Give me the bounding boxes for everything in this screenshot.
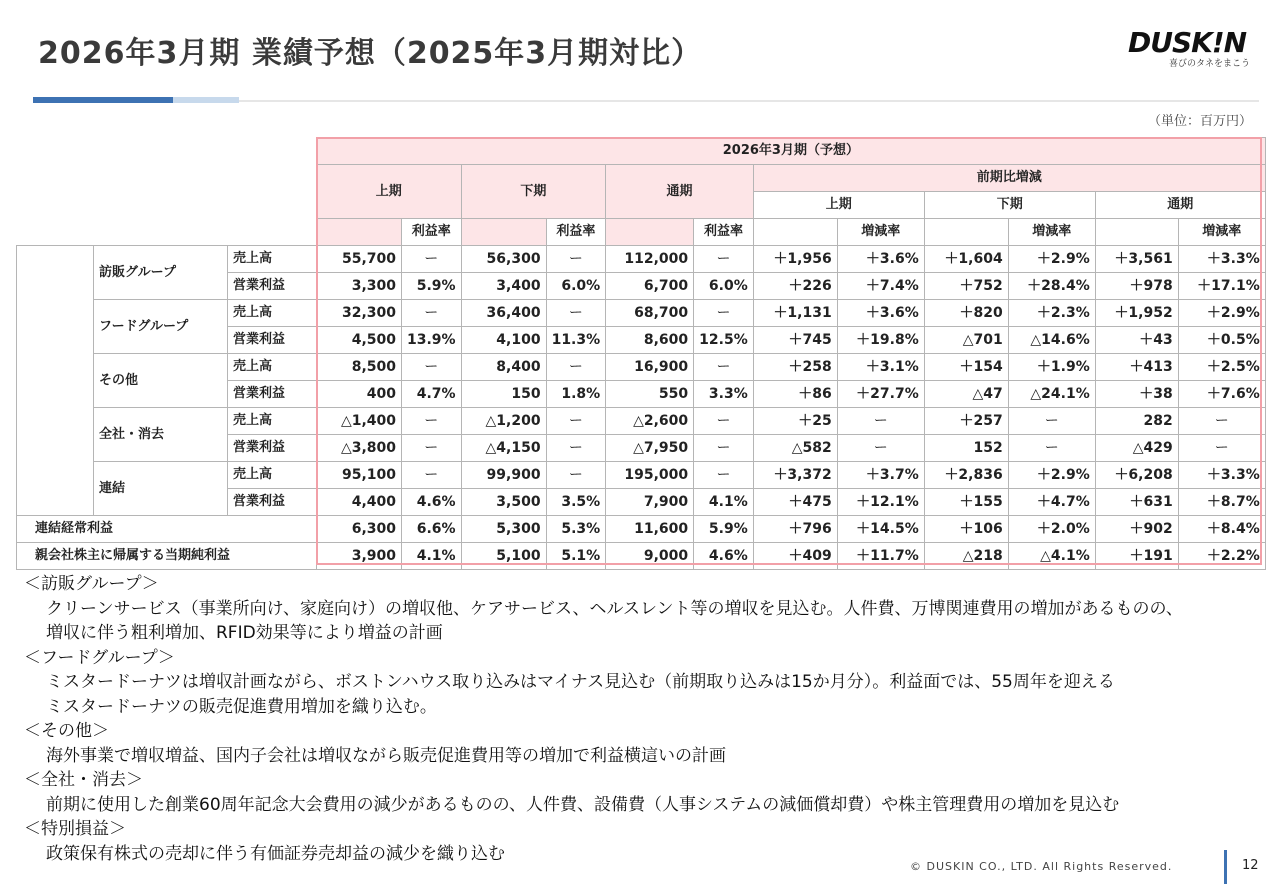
- value-cell: ー: [402, 462, 462, 489]
- value-cell: 68,700: [606, 300, 694, 327]
- value-cell: ー: [402, 246, 462, 273]
- value-cell: ー: [546, 435, 606, 462]
- value-cell: 36,400: [461, 300, 546, 327]
- table-row-total: [17, 516, 1266, 543]
- value-cell: 4.1%: [694, 489, 754, 516]
- value-cell: 13.9%: [402, 327, 462, 354]
- value-cell: ＋2.9%: [1178, 300, 1265, 327]
- note-heading: ＜特別損益＞: [24, 819, 126, 839]
- title-accent-bar-light: [173, 97, 239, 103]
- value-cell: 8,600: [606, 327, 694, 354]
- value-cell: ＋257: [924, 408, 1008, 435]
- value-cell: ＋6,208: [1095, 462, 1178, 489]
- value-cell: ＋14.5%: [837, 516, 924, 543]
- value-cell: ＋4.7%: [1008, 489, 1095, 516]
- value-cell: 5,100: [461, 543, 546, 570]
- row-item-label: 売上高: [228, 246, 317, 273]
- value-cell: △1,400: [317, 408, 402, 435]
- value-cell: △2,600: [606, 408, 694, 435]
- value-cell: ー: [402, 435, 462, 462]
- row-item-label: 営業利益: [228, 327, 317, 354]
- value-cell: ＋43: [1095, 327, 1178, 354]
- value-cell: ー: [546, 300, 606, 327]
- value-cell: ＋820: [924, 300, 1008, 327]
- value-cell: 112,000: [606, 246, 694, 273]
- value-cell: 4.6%: [402, 489, 462, 516]
- value-cell: ＋2.0%: [1008, 516, 1095, 543]
- value-cell: ー: [837, 408, 924, 435]
- row-item-label: 営業利益: [228, 381, 317, 408]
- header-change-rate-h2: 増減率: [1008, 219, 1095, 246]
- row-item-label: 売上高: [228, 408, 317, 435]
- value-cell: ＋25: [753, 408, 837, 435]
- value-cell: ＋2.2%: [1178, 543, 1265, 570]
- value-cell: △47: [924, 381, 1008, 408]
- value-cell: 400: [317, 381, 402, 408]
- value-cell: ー: [402, 354, 462, 381]
- segment-name: 連結: [94, 462, 228, 516]
- value-cell: ＋155: [924, 489, 1008, 516]
- note-body-line: ミスタードーナツは増収計画ながら、ボストンハウス取り込みはマイナス見込む（前期取り込みは15か月分）。利益面では、55周年を迎える: [46, 672, 1115, 692]
- value-cell: 8,400: [461, 354, 546, 381]
- value-cell: ＋106: [924, 516, 1008, 543]
- value-cell: ＋2.5%: [1178, 354, 1265, 381]
- value-cell: ＋12.1%: [837, 489, 924, 516]
- table-row: [17, 408, 1266, 435]
- row-item-label: 営業利益: [228, 489, 317, 516]
- value-cell: 56,300: [461, 246, 546, 273]
- total-label: 連結経常利益: [17, 516, 317, 543]
- value-cell: △14.6%: [1008, 327, 1095, 354]
- value-cell: ー: [694, 408, 754, 435]
- title-accent-bar: [33, 97, 173, 103]
- value-cell: ＋17.1%: [1178, 273, 1265, 300]
- value-cell: 6.6%: [402, 516, 462, 543]
- value-cell: ＋19.8%: [837, 327, 924, 354]
- value-cell: △1,200: [461, 408, 546, 435]
- unit-label: （単位：百万円）: [1147, 114, 1252, 129]
- value-cell: ＋8.4%: [1178, 516, 1265, 543]
- value-cell: ー: [546, 354, 606, 381]
- value-cell: 16,900: [606, 354, 694, 381]
- value-cell: ＋3,372: [753, 462, 837, 489]
- value-cell: ＋258: [753, 354, 837, 381]
- value-cell: ＋0.5%: [1178, 327, 1265, 354]
- table-body: [17, 246, 1266, 570]
- value-cell: 4,400: [317, 489, 402, 516]
- value-cell: 4,100: [461, 327, 546, 354]
- value-cell: 3.3%: [694, 381, 754, 408]
- value-cell: 3,300: [317, 273, 402, 300]
- value-cell: 282: [1095, 408, 1178, 435]
- value-cell: ＋796: [753, 516, 837, 543]
- note-body-line: ミスタードーナツの販売促進費用増加を織り込む。: [46, 696, 437, 717]
- header-yoy-full-year: 通期: [1095, 192, 1265, 219]
- forecast-table: [16, 137, 1266, 570]
- value-cell: ＋902: [1095, 516, 1178, 543]
- header-change-rate-fy: 増減率: [1178, 219, 1265, 246]
- table-row: [17, 246, 1266, 273]
- header-change-rate-h1: 増減率: [837, 219, 924, 246]
- value-cell: ＋2,836: [924, 462, 1008, 489]
- row-item-label: 営業利益: [228, 435, 317, 462]
- value-cell: 4.1%: [402, 543, 462, 570]
- value-cell: 11,600: [606, 516, 694, 543]
- value-cell: 3.5%: [546, 489, 606, 516]
- header-h1: 上期: [317, 165, 462, 219]
- header-yoy-h2: 下期: [924, 192, 1095, 219]
- value-cell: ー: [402, 300, 462, 327]
- value-cell: ＋27.7%: [837, 381, 924, 408]
- value-cell: △429: [1095, 435, 1178, 462]
- value-cell: 6.0%: [546, 273, 606, 300]
- value-cell: ＋28.4%: [1008, 273, 1095, 300]
- value-cell: △3,800: [317, 435, 402, 462]
- value-cell: ＋2.9%: [1008, 462, 1095, 489]
- segment-name: 訪販グループ: [94, 246, 228, 300]
- value-cell: △4.1%: [1008, 543, 1095, 570]
- value-cell: ー: [1178, 408, 1265, 435]
- table-row-total: [17, 543, 1266, 570]
- value-cell: ー: [694, 435, 754, 462]
- value-cell: ー: [694, 246, 754, 273]
- value-cell: △7,950: [606, 435, 694, 462]
- value-cell: ＋745: [753, 327, 837, 354]
- segment-name: 全社・消去: [94, 408, 228, 462]
- value-cell: ＋1.9%: [1008, 354, 1095, 381]
- value-cell: ＋413: [1095, 354, 1178, 381]
- value-cell: ＋631: [1095, 489, 1178, 516]
- table-row: [17, 462, 1266, 489]
- value-cell: 8,500: [317, 354, 402, 381]
- value-cell: ＋409: [753, 543, 837, 570]
- value-cell: 5.9%: [402, 273, 462, 300]
- value-cell: △24.1%: [1008, 381, 1095, 408]
- value-cell: 32,300: [317, 300, 402, 327]
- table-row: [17, 354, 1266, 381]
- row-item-label: 売上高: [228, 354, 317, 381]
- row-item-label: 営業利益: [228, 273, 317, 300]
- row-item-label: 売上高: [228, 462, 317, 489]
- value-cell: ー: [1008, 408, 1095, 435]
- header-margin-h1: 利益率: [402, 219, 462, 246]
- value-cell: 6,300: [317, 516, 402, 543]
- value-cell: ＋2.9%: [1008, 246, 1095, 273]
- note-heading: ＜フードグループ＞: [24, 647, 175, 668]
- logo-text: DUSK!N: [1128, 26, 1247, 59]
- segment-name: フードグループ: [94, 300, 228, 354]
- value-cell: ー: [546, 408, 606, 435]
- header-margin-fy: 利益率: [694, 219, 754, 246]
- value-cell: 95,100: [317, 462, 402, 489]
- note-heading: ＜全社・消去＞: [24, 770, 143, 790]
- value-cell: △218: [924, 543, 1008, 570]
- value-cell: ＋3.3%: [1178, 246, 1265, 273]
- note-heading: ＜訪販グループ＞: [24, 574, 159, 594]
- value-cell: ＋191: [1095, 543, 1178, 570]
- value-cell: ー: [694, 300, 754, 327]
- value-cell: △4,150: [461, 435, 546, 462]
- value-cell: ＋3.6%: [837, 246, 924, 273]
- header-forecast: 2026年3月期（予想）: [317, 138, 1266, 165]
- value-cell: 12.5%: [694, 327, 754, 354]
- table-row: [17, 300, 1266, 327]
- value-cell: ー: [1178, 435, 1265, 462]
- value-cell: 5.9%: [694, 516, 754, 543]
- value-cell: ＋475: [753, 489, 837, 516]
- page-number: 12: [1242, 858, 1259, 873]
- note-body-line: 増収に伴う粗利増加、RFID効果等により増益の計画: [46, 623, 443, 643]
- value-cell: 6.0%: [694, 273, 754, 300]
- value-cell: 5,300: [461, 516, 546, 543]
- segment-bracket: [17, 246, 94, 516]
- header-margin-h2: 利益率: [546, 219, 606, 246]
- header-full-year: 通期: [606, 165, 754, 219]
- total-label: 親会社株主に帰属する当期純利益: [17, 543, 317, 570]
- value-cell: 6,700: [606, 273, 694, 300]
- value-cell: ー: [694, 462, 754, 489]
- value-cell: 11.3%: [546, 327, 606, 354]
- note-body-line: 前期に使用した創業60周年記念大会費用の減少があるものの、人件費、設備費（人事システムの減価償却費）や株主管理費用の増加を見込む: [46, 794, 1120, 815]
- value-cell: 152: [924, 435, 1008, 462]
- value-cell: 7,900: [606, 489, 694, 516]
- note-body-line: 政策保有株式の売却に伴う有価証券売却益の減少を織り込む: [46, 843, 505, 864]
- note-heading: ＜その他＞: [24, 721, 109, 741]
- value-cell: ＋86: [753, 381, 837, 408]
- page-title: 2026年3月期 業績予想（2025年3月期対比）: [38, 36, 703, 71]
- value-cell: 550: [606, 381, 694, 408]
- value-cell: 4.6%: [694, 543, 754, 570]
- note-body-line: クリーンサービス（事業所向け、家庭向け）の増収他、ケアサービス、ヘルスレント等の増収を見込む。人件費、万博関連費用の増加があるものの、: [46, 598, 1183, 619]
- value-cell: 3,900: [317, 543, 402, 570]
- value-cell: ＋3.3%: [1178, 462, 1265, 489]
- value-cell: 5.1%: [546, 543, 606, 570]
- row-item-label: 売上高: [228, 300, 317, 327]
- value-cell: 5.3%: [546, 516, 606, 543]
- commentary-notes: [24, 572, 1183, 866]
- value-cell: ー: [837, 435, 924, 462]
- value-cell: 3,500: [461, 489, 546, 516]
- value-cell: ー: [694, 354, 754, 381]
- title-divider: [239, 100, 1259, 102]
- header-h2: 下期: [461, 165, 606, 219]
- value-cell: ＋7.6%: [1178, 381, 1265, 408]
- value-cell: ＋226: [753, 273, 837, 300]
- value-cell: ＋1,956: [753, 246, 837, 273]
- segment-name: その他: [94, 354, 228, 408]
- value-cell: ー: [546, 462, 606, 489]
- value-cell: ー: [1008, 435, 1095, 462]
- value-cell: 150: [461, 381, 546, 408]
- header-yoy-change: 前期比増減: [753, 165, 1265, 192]
- header-yoy-h1: 上期: [753, 192, 924, 219]
- value-cell: ＋1,131: [753, 300, 837, 327]
- footer-accent-bar: [1224, 850, 1227, 884]
- value-cell: 99,900: [461, 462, 546, 489]
- value-cell: ＋3.6%: [837, 300, 924, 327]
- value-cell: ＋3.1%: [837, 354, 924, 381]
- value-cell: △701: [924, 327, 1008, 354]
- value-cell: ＋1,604: [924, 246, 1008, 273]
- value-cell: 3,400: [461, 273, 546, 300]
- duskin-logo: [1128, 28, 1250, 74]
- value-cell: ＋752: [924, 273, 1008, 300]
- value-cell: 4,500: [317, 327, 402, 354]
- value-cell: 55,700: [317, 246, 402, 273]
- value-cell: ＋1,952: [1095, 300, 1178, 327]
- copyright: © DUSKIN CO., LTD. All Rights Reserved.: [910, 860, 1173, 873]
- value-cell: ＋2.3%: [1008, 300, 1095, 327]
- value-cell: 195,000: [606, 462, 694, 489]
- value-cell: ＋978: [1095, 273, 1178, 300]
- value-cell: 1.8%: [546, 381, 606, 408]
- value-cell: 4.7%: [402, 381, 462, 408]
- value-cell: ＋11.7%: [837, 543, 924, 570]
- value-cell: ー: [402, 408, 462, 435]
- logo-tagline: 喜びのタネをまこう: [1168, 59, 1250, 69]
- value-cell: ＋7.4%: [837, 273, 924, 300]
- value-cell: ＋154: [924, 354, 1008, 381]
- value-cell: ー: [546, 246, 606, 273]
- value-cell: ＋8.7%: [1178, 489, 1265, 516]
- note-body-line: 海外事業で増収増益、国内子会社は増収ながら販売促進費用等の増加で利益横這いの計画: [46, 745, 726, 766]
- value-cell: 9,000: [606, 543, 694, 570]
- value-cell: ＋3,561: [1095, 246, 1178, 273]
- value-cell: ＋3.7%: [837, 462, 924, 489]
- value-cell: ＋38: [1095, 381, 1178, 408]
- value-cell: △582: [753, 435, 837, 462]
